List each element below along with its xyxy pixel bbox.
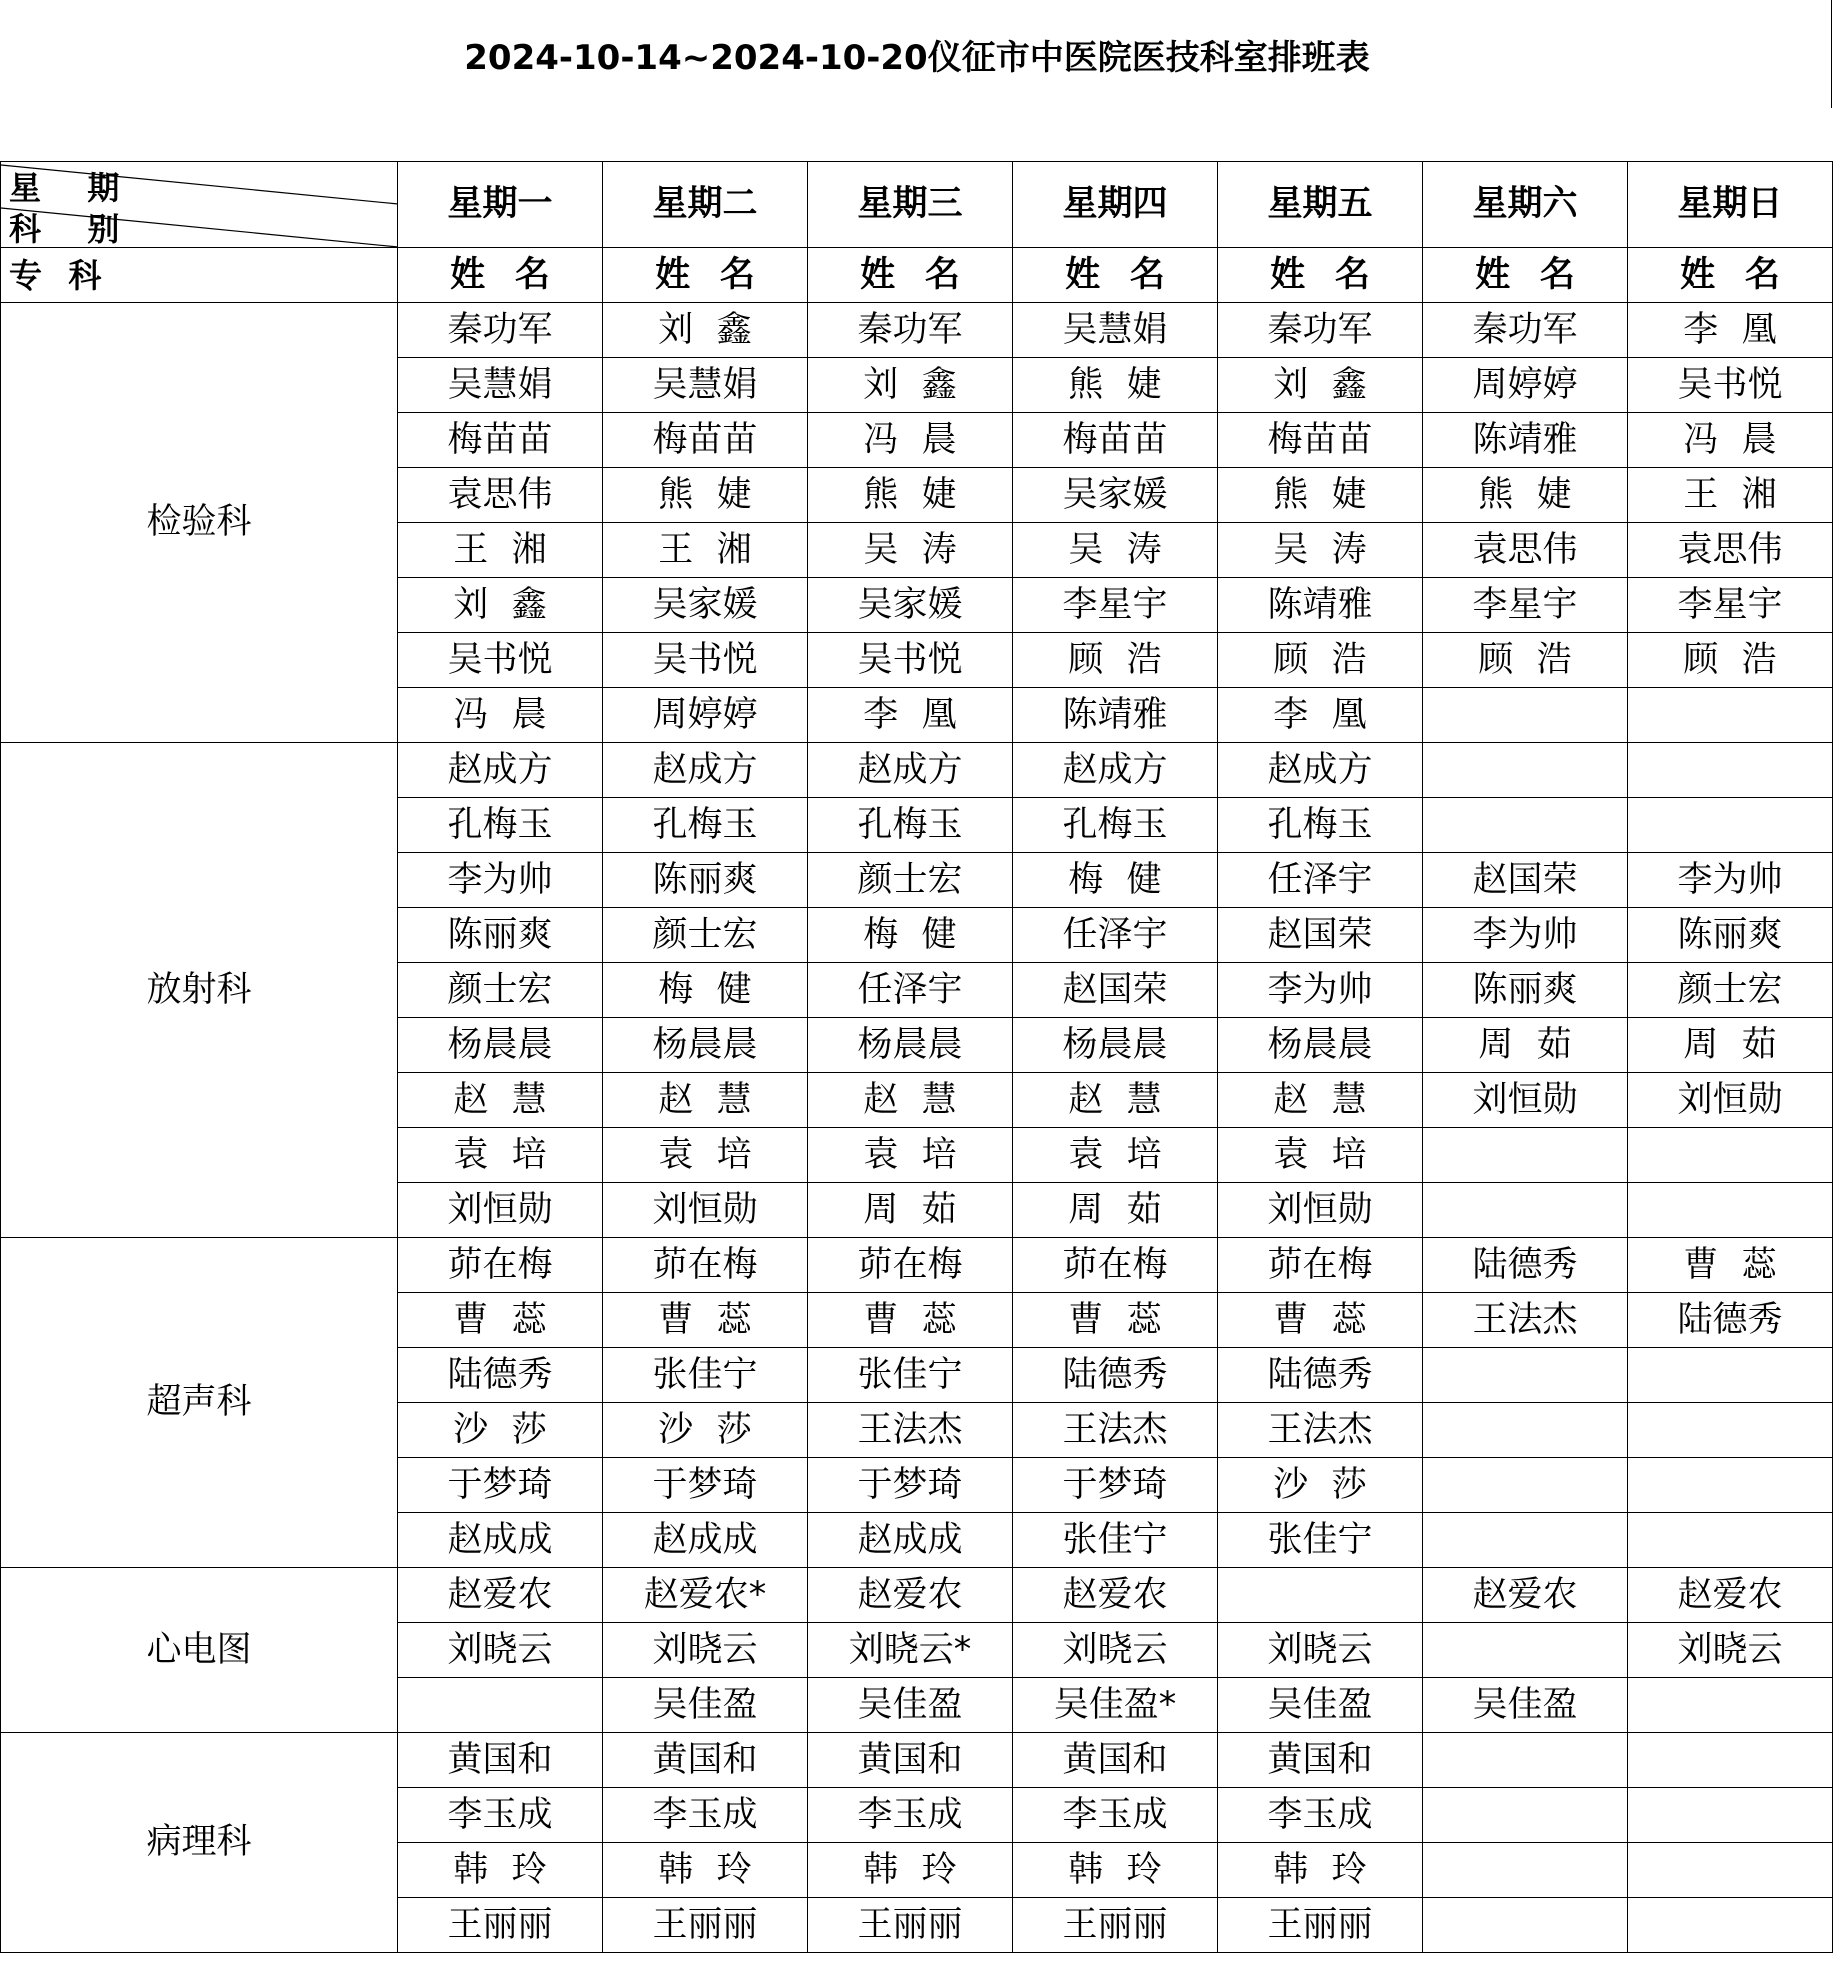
staff-name-cell <box>1628 798 1833 853</box>
staff-name-cell <box>1628 1678 1833 1733</box>
staff-name-cell: 张佳宁 <box>1218 1513 1423 1568</box>
staff-name-cell: 梅苗苗 <box>398 413 603 468</box>
header-row-names <box>1 248 1833 303</box>
staff-name-cell: 熊 婕 <box>1013 358 1218 413</box>
staff-name-cell: 李玉成 <box>1013 1788 1218 1843</box>
specialty-header: 专 科 <box>1 248 398 303</box>
staff-name-cell: 赵 慧 <box>603 1073 808 1128</box>
staff-name-cell: 刘晓云 <box>1628 1623 1833 1678</box>
staff-name-cell: 杨晨晨 <box>398 1018 603 1073</box>
staff-name-cell: 陆德秀 <box>1423 1238 1628 1293</box>
department-name: 超声科 <box>1 1238 398 1568</box>
staff-name-cell: 刘 鑫 <box>603 303 808 358</box>
staff-name-cell: 袁思伟 <box>1423 523 1628 578</box>
staff-name-cell: 杨晨晨 <box>1013 1018 1218 1073</box>
staff-name-cell: 陆德秀 <box>1013 1348 1218 1403</box>
staff-name-cell: 吴慧娟 <box>1013 303 1218 358</box>
day-header-monday: 星期一 <box>398 162 603 248</box>
staff-name-cell: 赵国荣 <box>1423 853 1628 908</box>
page-title: 2024-10-14~2024-10-20仪征市中医院医技科室排班表 <box>464 38 1370 78</box>
staff-name-cell: 刘晓云 <box>1218 1623 1423 1678</box>
staff-name-cell: 刘晓云* <box>808 1623 1013 1678</box>
staff-name-cell: 赵成方 <box>1013 743 1218 798</box>
department-name: 放射科 <box>1 743 398 1238</box>
staff-name-cell: 于梦琦 <box>808 1458 1013 1513</box>
staff-name-cell: 孔梅玉 <box>398 798 603 853</box>
staff-name-cell: 沙 莎 <box>1218 1458 1423 1513</box>
staff-name-cell <box>1423 1348 1628 1403</box>
staff-name-cell: 杨晨晨 <box>603 1018 808 1073</box>
staff-name-cell: 秦功军 <box>808 303 1013 358</box>
day-header-saturday: 星期六 <box>1423 162 1628 248</box>
staff-name-cell: 王 湘 <box>398 523 603 578</box>
staff-name-cell <box>1423 743 1628 798</box>
staff-name-cell: 李为帅 <box>1628 853 1833 908</box>
staff-name-cell <box>1628 1843 1833 1898</box>
staff-name-cell: 张佳宁 <box>603 1348 808 1403</box>
staff-name-cell: 刘恒勋 <box>1218 1183 1423 1238</box>
staff-name-cell: 秦功军 <box>1218 303 1423 358</box>
staff-name-cell: 赵成方 <box>603 743 808 798</box>
staff-name-cell: 秦功军 <box>1423 303 1628 358</box>
staff-name-cell: 刘晓云 <box>398 1623 603 1678</box>
staff-name-cell: 王法杰 <box>1423 1293 1628 1348</box>
staff-name-cell: 陆德秀 <box>1218 1348 1423 1403</box>
staff-name-cell: 李玉成 <box>398 1788 603 1843</box>
staff-name-cell: 吴家媛 <box>603 578 808 633</box>
schedule-table <box>0 161 1833 1953</box>
staff-name-cell: 梅 健 <box>808 908 1013 963</box>
staff-name-cell: 冯 晨 <box>1628 413 1833 468</box>
staff-name-cell: 袁 培 <box>1013 1128 1218 1183</box>
staff-name-cell: 熊 婕 <box>603 468 808 523</box>
staff-name-cell: 任泽宇 <box>808 963 1013 1018</box>
staff-name-cell <box>1628 688 1833 743</box>
staff-name-cell: 王丽丽 <box>603 1898 808 1953</box>
staff-name-cell: 黄国和 <box>808 1733 1013 1788</box>
day-header-friday: 星期五 <box>1218 162 1423 248</box>
staff-name-cell: 李玉成 <box>1218 1788 1423 1843</box>
staff-name-cell: 顾 浩 <box>1628 633 1833 688</box>
staff-name-cell: 茆在梅 <box>1013 1238 1218 1293</box>
schedule-row <box>1 303 1833 358</box>
staff-name-cell: 颜士宏 <box>603 908 808 963</box>
staff-name-cell: 刘 鑫 <box>1218 358 1423 413</box>
staff-name-cell: 袁 培 <box>808 1128 1013 1183</box>
staff-name-cell: 韩 玲 <box>603 1843 808 1898</box>
staff-name-cell <box>1423 1623 1628 1678</box>
staff-name-cell: 孔梅玉 <box>1013 798 1218 853</box>
staff-name-cell: 李星宇 <box>1423 578 1628 633</box>
staff-name-cell: 吴慧娟 <box>603 358 808 413</box>
name-header: 姓 名 <box>808 248 1013 303</box>
staff-name-cell: 刘晓云 <box>1013 1623 1218 1678</box>
staff-name-cell: 陈丽爽 <box>1628 908 1833 963</box>
staff-name-cell: 陆德秀 <box>398 1348 603 1403</box>
staff-name-cell: 吴家媛 <box>1013 468 1218 523</box>
corner-label-category: 科 别 <box>9 210 120 248</box>
staff-name-cell: 李为帅 <box>1218 963 1423 1018</box>
staff-name-cell: 吴 涛 <box>808 523 1013 578</box>
staff-name-cell: 孔梅玉 <box>808 798 1013 853</box>
staff-name-cell: 周婷婷 <box>603 688 808 743</box>
staff-name-cell: 吴佳盈 <box>1218 1678 1423 1733</box>
staff-name-cell <box>1423 798 1628 853</box>
day-header-thursday: 星期四 <box>1013 162 1218 248</box>
staff-name-cell: 熊 婕 <box>808 468 1013 523</box>
staff-name-cell: 任泽宇 <box>1218 853 1423 908</box>
staff-name-cell: 赵 慧 <box>808 1073 1013 1128</box>
staff-name-cell: 梅 健 <box>1013 853 1218 908</box>
staff-name-cell: 赵 慧 <box>1013 1073 1218 1128</box>
staff-name-cell: 黄国和 <box>398 1733 603 1788</box>
staff-name-cell: 吴 涛 <box>1218 523 1423 578</box>
staff-name-cell <box>1628 1183 1833 1238</box>
staff-name-cell: 赵成方 <box>398 743 603 798</box>
staff-name-cell: 赵成方 <box>808 743 1013 798</box>
staff-name-cell: 曹 蕊 <box>1628 1238 1833 1293</box>
staff-name-cell: 袁思伟 <box>1628 523 1833 578</box>
staff-name-cell: 陆德秀 <box>1628 1293 1833 1348</box>
staff-name-cell: 周 茹 <box>1013 1183 1218 1238</box>
staff-name-cell <box>1423 1898 1628 1953</box>
name-header: 姓 名 <box>398 248 603 303</box>
staff-name-cell: 吴佳盈* <box>1013 1678 1218 1733</box>
staff-name-cell: 赵国荣 <box>1218 908 1423 963</box>
staff-name-cell <box>1628 1403 1833 1458</box>
staff-name-cell: 李为帅 <box>398 853 603 908</box>
staff-name-cell: 熊 婕 <box>1218 468 1423 523</box>
staff-name-cell: 周婷婷 <box>1423 358 1628 413</box>
staff-name-cell: 孔梅玉 <box>603 798 808 853</box>
staff-name-cell: 熊 婕 <box>1423 468 1628 523</box>
staff-name-cell: 顾 浩 <box>1218 633 1423 688</box>
staff-name-cell: 杨晨晨 <box>1218 1018 1423 1073</box>
staff-name-cell: 杨晨晨 <box>808 1018 1013 1073</box>
staff-name-cell: 赵国荣 <box>1013 963 1218 1018</box>
staff-name-cell <box>1423 1403 1628 1458</box>
staff-name-cell: 陈丽爽 <box>603 853 808 908</box>
staff-name-cell: 袁思伟 <box>398 468 603 523</box>
staff-name-cell: 张佳宁 <box>808 1348 1013 1403</box>
staff-name-cell: 黄国和 <box>603 1733 808 1788</box>
staff-name-cell: 陈靖雅 <box>1013 688 1218 743</box>
staff-name-cell: 赵爱农 <box>1013 1568 1218 1623</box>
staff-name-cell: 袁 培 <box>1218 1128 1423 1183</box>
staff-name-cell: 李为帅 <box>1423 908 1628 963</box>
staff-name-cell <box>1423 1458 1628 1513</box>
staff-name-cell: 李 凰 <box>1628 303 1833 358</box>
staff-name-cell <box>1423 1733 1628 1788</box>
corner-label-week: 星 期 <box>9 169 120 207</box>
staff-name-cell <box>1628 1513 1833 1568</box>
staff-name-cell: 陈丽爽 <box>398 908 603 963</box>
staff-name-cell <box>1423 1513 1628 1568</box>
staff-name-cell: 李玉成 <box>603 1788 808 1843</box>
name-header: 姓 名 <box>1218 248 1423 303</box>
staff-name-cell: 黄国和 <box>1013 1733 1218 1788</box>
staff-name-cell: 赵成成 <box>808 1513 1013 1568</box>
day-header-wednesday: 星期三 <box>808 162 1013 248</box>
staff-name-cell: 吴家媛 <box>808 578 1013 633</box>
staff-name-cell <box>1423 1788 1628 1843</box>
staff-name-cell: 于梦琦 <box>1013 1458 1218 1513</box>
staff-name-cell: 李 凰 <box>808 688 1013 743</box>
staff-name-cell: 吴佳盈 <box>603 1678 808 1733</box>
staff-name-cell: 袁 培 <box>603 1128 808 1183</box>
staff-name-cell: 韩 玲 <box>398 1843 603 1898</box>
staff-name-cell <box>1628 1348 1833 1403</box>
staff-name-cell: 赵成方 <box>1218 743 1423 798</box>
staff-name-cell: 李星宇 <box>1628 578 1833 633</box>
staff-name-cell: 赵爱农* <box>603 1568 808 1623</box>
department-name: 检验科 <box>1 303 398 743</box>
schedule-row <box>1 1238 1833 1293</box>
staff-name-cell: 韩 玲 <box>808 1843 1013 1898</box>
staff-name-cell: 刘恒勋 <box>1628 1073 1833 1128</box>
name-header: 姓 名 <box>1628 248 1833 303</box>
staff-name-cell: 吴佳盈 <box>1423 1678 1628 1733</box>
staff-name-cell: 刘恒勋 <box>603 1183 808 1238</box>
day-header-sunday: 星期日 <box>1628 162 1833 248</box>
staff-name-cell: 茆在梅 <box>398 1238 603 1293</box>
staff-name-cell: 颜士宏 <box>808 853 1013 908</box>
staff-name-cell: 曹 蕊 <box>398 1293 603 1348</box>
department-name: 病理科 <box>1 1733 398 1953</box>
header-row-days <box>1 162 1833 248</box>
department-name: 心电图 <box>1 1568 398 1733</box>
staff-name-cell <box>1423 688 1628 743</box>
staff-name-cell: 刘 鑫 <box>808 358 1013 413</box>
staff-name-cell: 孔梅玉 <box>1218 798 1423 853</box>
staff-name-cell: 秦功军 <box>398 303 603 358</box>
staff-name-cell: 陈丽爽 <box>1423 963 1628 1018</box>
staff-name-cell: 冯 晨 <box>398 688 603 743</box>
staff-name-cell: 王法杰 <box>808 1403 1013 1458</box>
staff-name-cell: 黄国和 <box>1218 1733 1423 1788</box>
staff-name-cell: 颜士宏 <box>398 963 603 1018</box>
staff-name-cell: 陈靖雅 <box>1218 578 1423 633</box>
staff-name-cell: 顾 浩 <box>1013 633 1218 688</box>
staff-name-cell: 赵成成 <box>603 1513 808 1568</box>
staff-name-cell: 王丽丽 <box>1013 1898 1218 1953</box>
staff-name-cell: 周 茹 <box>1628 1018 1833 1073</box>
staff-name-cell: 赵爱农 <box>398 1568 603 1623</box>
staff-name-cell: 赵 慧 <box>398 1073 603 1128</box>
staff-name-cell: 王 湘 <box>603 523 808 578</box>
top-right-border-line <box>1831 0 1832 108</box>
staff-name-cell: 王 湘 <box>1628 468 1833 523</box>
staff-name-cell <box>1628 1788 1833 1843</box>
staff-name-cell <box>1423 1183 1628 1238</box>
staff-name-cell: 赵爱农 <box>1628 1568 1833 1623</box>
staff-name-cell: 吴书悦 <box>808 633 1013 688</box>
staff-name-cell: 冯 晨 <box>808 413 1013 468</box>
staff-name-cell: 刘恒勋 <box>1423 1073 1628 1128</box>
staff-name-cell: 沙 莎 <box>603 1403 808 1458</box>
staff-name-cell: 曹 蕊 <box>1013 1293 1218 1348</box>
staff-name-cell: 于梦琦 <box>603 1458 808 1513</box>
staff-name-cell: 曹 蕊 <box>603 1293 808 1348</box>
staff-name-cell: 韩 玲 <box>1218 1843 1423 1898</box>
staff-name-cell <box>1628 1898 1833 1953</box>
staff-name-cell: 顾 浩 <box>1423 633 1628 688</box>
staff-name-cell: 王丽丽 <box>398 1898 603 1953</box>
name-header: 姓 名 <box>1423 248 1628 303</box>
staff-name-cell: 茆在梅 <box>603 1238 808 1293</box>
staff-name-cell: 茆在梅 <box>1218 1238 1423 1293</box>
staff-name-cell: 吴佳盈 <box>808 1678 1013 1733</box>
staff-name-cell: 梅苗苗 <box>603 413 808 468</box>
staff-name-cell <box>398 1678 603 1733</box>
corner-header-box <box>1 162 397 247</box>
staff-name-cell: 李玉成 <box>808 1788 1013 1843</box>
staff-name-cell: 刘晓云 <box>603 1623 808 1678</box>
staff-name-cell: 于梦琦 <box>398 1458 603 1513</box>
staff-name-cell: 袁 培 <box>398 1128 603 1183</box>
staff-name-cell: 梅 健 <box>603 963 808 1018</box>
staff-name-cell: 刘恒勋 <box>398 1183 603 1238</box>
staff-name-cell: 吴书悦 <box>603 633 808 688</box>
staff-name-cell: 吴书悦 <box>1628 358 1833 413</box>
staff-name-cell: 赵成成 <box>398 1513 603 1568</box>
staff-name-cell: 颜士宏 <box>1628 963 1833 1018</box>
name-header: 姓 名 <box>603 248 808 303</box>
staff-name-cell <box>1218 1568 1423 1623</box>
staff-name-cell <box>1628 1458 1833 1513</box>
staff-name-cell: 吴 涛 <box>1013 523 1218 578</box>
staff-name-cell: 陈靖雅 <box>1423 413 1628 468</box>
staff-name-cell <box>1628 743 1833 798</box>
staff-name-cell <box>1423 1128 1628 1183</box>
staff-name-cell: 王法杰 <box>1218 1403 1423 1458</box>
staff-name-cell: 沙 莎 <box>398 1403 603 1458</box>
staff-name-cell <box>1423 1843 1628 1898</box>
staff-name-cell: 周 茹 <box>808 1183 1013 1238</box>
name-header: 姓 名 <box>1013 248 1218 303</box>
staff-name-cell: 梅苗苗 <box>1013 413 1218 468</box>
staff-name-cell: 韩 玲 <box>1013 1843 1218 1898</box>
staff-name-cell: 茆在梅 <box>808 1238 1013 1293</box>
staff-name-cell <box>1628 1128 1833 1183</box>
staff-name-cell: 刘 鑫 <box>398 578 603 633</box>
staff-name-cell: 周 茹 <box>1423 1018 1628 1073</box>
staff-name-cell: 王法杰 <box>1013 1403 1218 1458</box>
staff-name-cell: 赵爱农 <box>808 1568 1013 1623</box>
corner-header-cell <box>1 162 398 248</box>
staff-name-cell <box>1628 1733 1833 1788</box>
staff-name-cell: 吴书悦 <box>398 633 603 688</box>
schedule-body <box>1 303 1833 1953</box>
staff-name-cell: 吴慧娟 <box>398 358 603 413</box>
staff-name-cell: 梅苗苗 <box>1218 413 1423 468</box>
staff-name-cell: 王丽丽 <box>1218 1898 1423 1953</box>
staff-name-cell: 李 凰 <box>1218 688 1423 743</box>
staff-name-cell: 任泽宇 <box>1013 908 1218 963</box>
schedule-row <box>1 1733 1833 1788</box>
staff-name-cell: 赵爱农 <box>1423 1568 1628 1623</box>
staff-name-cell: 赵 慧 <box>1218 1073 1423 1128</box>
staff-name-cell: 曹 蕊 <box>1218 1293 1423 1348</box>
schedule-row <box>1 1568 1833 1623</box>
staff-name-cell: 李星宇 <box>1013 578 1218 633</box>
staff-name-cell: 张佳宁 <box>1013 1513 1218 1568</box>
staff-name-cell: 王丽丽 <box>808 1898 1013 1953</box>
day-header-tuesday: 星期二 <box>603 162 808 248</box>
schedule-row <box>1 743 1833 798</box>
staff-name-cell: 曹 蕊 <box>808 1293 1013 1348</box>
